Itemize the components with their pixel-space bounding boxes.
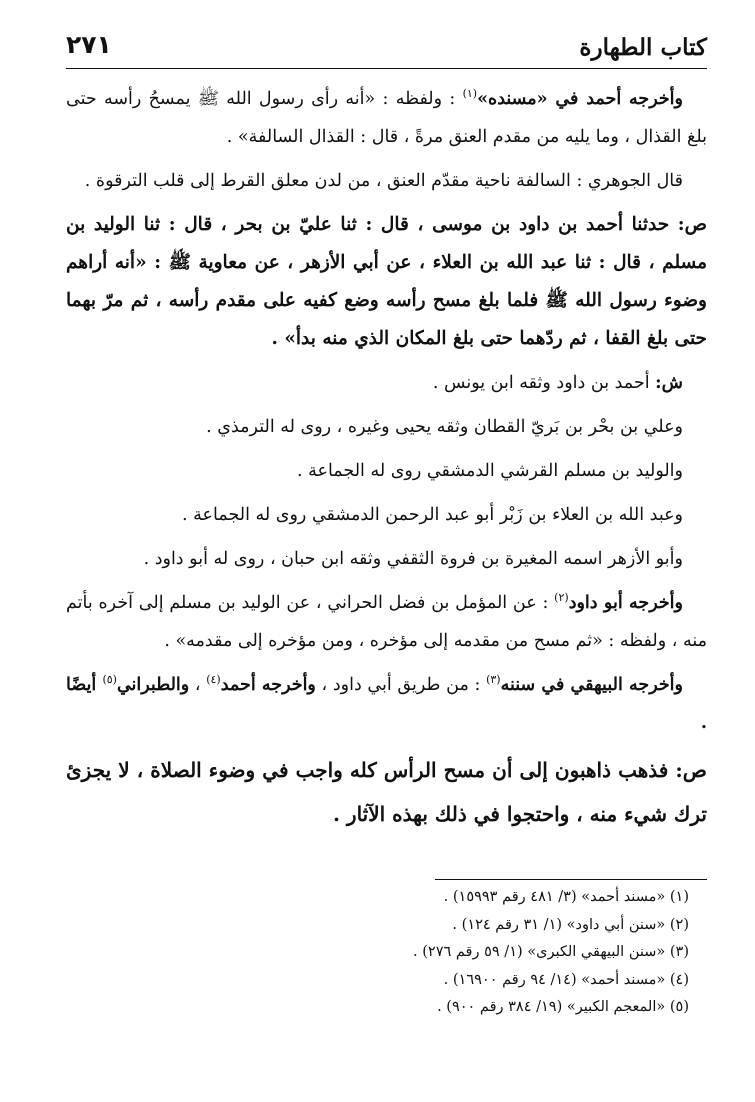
paragraph-narrator-abu-azhar — [66, 540, 707, 578]
book-title: كتاب الطهارة — [579, 34, 707, 61]
paragraph-ahmad-narration — [66, 80, 707, 156]
footnote-ref: (٢) — [554, 591, 569, 605]
footnote-item: (١) «مسند أحمد» (٣/ ٤٨١ رقم ١٥٩٩٣) . — [443, 889, 689, 905]
paragraph-text: : ولفظه : «أنه رأى رسول الله ﷺ يمسحُ رأسه حتى بلغ القذال ، وما يليه من مقدم العنق مرةً ، قال : القذال السالفة» . — [66, 89, 707, 147]
footnote-ref: (١) — [462, 87, 478, 101]
footnote-ref: (٤) — [206, 673, 221, 687]
source-lead: وأخرجه البيهقي في سننه — [500, 675, 683, 695]
paragraph-hadith-text — [66, 206, 707, 358]
paragraph-commentary — [66, 364, 707, 402]
footnote-item: (٢) «سنن أبي داود» (١/ ٣١ رقم ١٢٤) . — [452, 916, 689, 933]
footnote-item: (٤) «مسند أحمد» (١٤/ ٩٤ رقم ١٦٩٠٠) . — [443, 971, 689, 988]
paragraph-text: أحمد بن داود وثقه ابن يونس . — [432, 373, 656, 393]
footnote-ref: (٣) — [486, 673, 501, 687]
footnote-item: (٣) «سنن البيهقي الكبرى» (١/ ٥٩ رقم ٢٧٦) . — [413, 944, 689, 960]
paragraph-narrator-abdullah — [66, 496, 707, 534]
paragraph-narrator-ali — [66, 408, 707, 446]
source-lead: وأخرجه أبو داود — [568, 593, 683, 613]
source-lead: والطبراني — [116, 675, 190, 695]
source-lead: وأخرجه أحمد — [220, 675, 316, 695]
paragraph-text: أيضًا . — [66, 675, 707, 733]
footnotes — [66, 884, 689, 1022]
paragraph-text: وعبد الله بن العلاء بن زَبْر أبو عبد الرحمن الدمشقي روى له الجماعة . — [182, 505, 683, 525]
commentary-marker: ش: — [655, 373, 683, 393]
footnote-divider — [435, 879, 707, 880]
footnote-item: (٥) «المعجم الكبير» (١٩/ ٣٨٤ رقم ٩٠٠) . — [437, 999, 689, 1015]
paragraph-text: : من طريق أبي داود ، — [315, 675, 487, 695]
paragraph-abu-dawud — [66, 584, 707, 660]
paragraph-narrator-walid — [66, 452, 707, 490]
paragraph-text: وعلي بن بحْر بن بَريّ القطان وثقه يحيى وغيره ، روى له الترمذي . — [206, 417, 683, 437]
paragraph-text: وأبو الأزهر اسمه المغيرة بن فروة الثقفي وثقه ابن حبان ، روى له أبو داود . — [143, 549, 683, 569]
header-divider — [66, 68, 707, 69]
paragraph-jawhari — [66, 162, 707, 200]
page-number: ٢٧١ — [66, 30, 112, 59]
page-header — [66, 30, 707, 66]
paragraph-text: : عن المؤمل بن فضل الحراني ، عن الوليد بن مسلم إلى آخره بأتم منه ، ولفظه : «ثم مسح من مقدمه إلى مؤخره ، ومن مؤخره إلى مقدمه» . — [66, 593, 707, 651]
paragraph-text: قال الجوهري : السالفة ناحية مقدّم العنق ، من لدن معلق القرط إلى قلب الترقوة . — [84, 171, 683, 191]
main-text — [66, 80, 707, 842]
footnote-ref: (٥) — [102, 673, 117, 687]
paragraph-text: ص: فذهب ذاهبون إلى أن مسح الرأس كله واجب في وضوء الصلاة ، لا يجزئ ترك شيء منه ، واحتجوا في ذلك بهذه الآثار . — [66, 758, 707, 826]
paragraph-text: والوليد بن مسلم القرشي الدمشقي روى له الجماعة . — [297, 461, 683, 481]
paragraph-bayhaqi — [66, 666, 707, 742]
source-lead: وأخرجه أحمد في «مسنده» — [477, 89, 683, 109]
paragraph-text: ص: حدثنا أحمد بن داود بن موسى ، قال : ثنا عليّ بن بحر ، قال : ثنا الوليد بن مسلم ، قال : ثنا عبد الله بن العلاء ، عن أبي الأزهر ، عن معاوية ﷺ : «أنه أراهم وضوء رسول الله ﷺ فلما بلغ مسح رأسه وضع كفيه على مقدم رأسه ، ثم مرّ بهما حتى بلغ القفا ، ثم ردّهما حتى بلغ المكان الذي منه بدأ» . — [66, 214, 707, 349]
paragraph-text: ، — [189, 675, 207, 695]
paragraph-ruling — [66, 748, 707, 836]
